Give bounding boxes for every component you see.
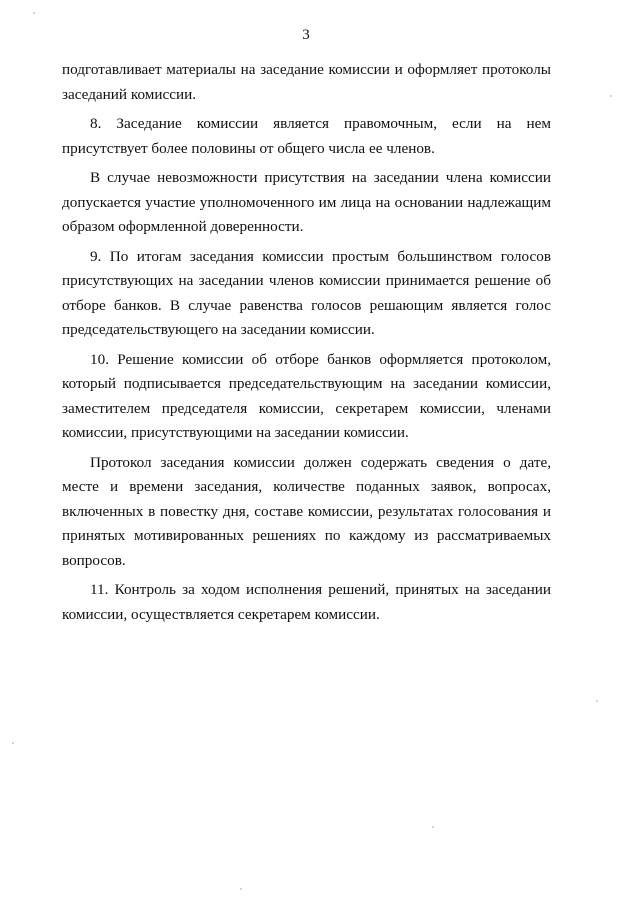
- scan-speck: [33, 12, 35, 14]
- scan-speck: [12, 742, 14, 744]
- scan-speck: [610, 95, 612, 97]
- paragraph-item-9: 9. По итогам заседания комиссии простым большинством голосов присутствующих на заседании членов комиссии принимается решение об отборе банков. В случае равенства голосов решающим является голос председательствующего на заседании комиссии.: [62, 247, 551, 338]
- paragraph-protocol-contents: Протокол заседания комиссии должен содержать сведения о дате, месте и времени заседания, количестве поданных заявок, вопросах, включенных в повестку дня, составе комиссии, результатах голосования и принятых мотивированных решениях по каждому из рассматриваемых вопросов.: [62, 453, 551, 569]
- paragraph-item-11: 11. Контроль за ходом исполнения решений, принятых на заседании комиссии, осуществляется секретарем комиссии.: [62, 581, 551, 623]
- scan-speck: [432, 826, 434, 828]
- scan-speck: [596, 700, 598, 702]
- scan-speck: [240, 888, 242, 890]
- paragraph-item-10: 10. Решение комиссии об отборе банков оформляется протоколом, который подписывается председательствующим на заседании комиссии, заместителем председателя комиссии, секретарем комиссии, членами комиссии, присутствующими на заседании комиссии.: [62, 350, 551, 441]
- page-number: 3: [302, 27, 310, 43]
- document-body: [62, 58, 551, 632]
- paragraph-continuation: подготавливает материалы на заседание комиссии и оформляет протоколы заседаний комиссии.: [62, 61, 551, 103]
- paragraph-item-8: 8. Заседание комиссии является правомочным, если на нем присутствует более половины от общего числа ее членов.: [62, 115, 551, 157]
- paragraph-proxy-participation: В случае невозможности присутствия на заседании члена комиссии допускается участие уполномоченного им лица на основании надлежащим образом оформленной доверенности.: [62, 169, 551, 235]
